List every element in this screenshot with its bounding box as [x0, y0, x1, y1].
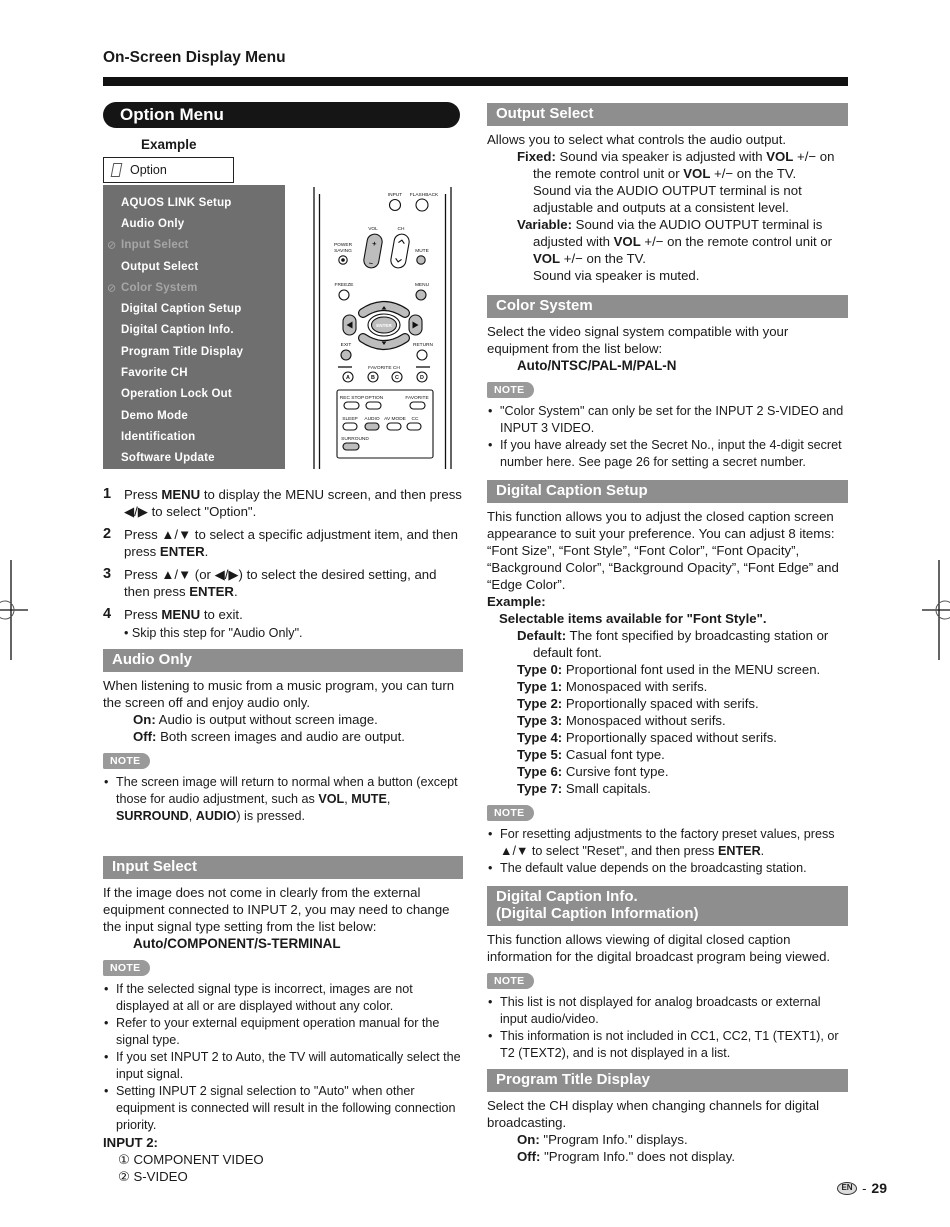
section-header-digital-caption-setup: Digital Caption Setup — [487, 480, 848, 503]
options-line: Auto/COMPONENT/S-TERMINAL — [133, 936, 341, 951]
section-header-digital-caption-info: Digital Caption Info. (Digital Caption Information) — [487, 886, 848, 926]
remote-favorite-label: FAVORITE — [405, 396, 429, 401]
menu-item-audio-only: Audio Only — [121, 217, 185, 230]
menu-item-demo-mode: Demo Mode — [121, 409, 188, 422]
sleep-button — [343, 423, 357, 430]
menu-item-program-title-display: Program Title Display — [121, 345, 244, 358]
menu-example-illustration — [103, 157, 463, 471]
right-column — [487, 86, 848, 1165]
options-line: Auto/NTSC/PAL-M/PAL-N — [517, 358, 677, 373]
menu-item-identification: Identification — [121, 430, 196, 443]
remote-power-saving-label-1: POWER — [333, 243, 353, 248]
definition-line: On: "Program Info." displays. — [517, 1132, 688, 1147]
note-badge: NOTE — [487, 805, 534, 821]
paragraph: Select the CH display when changing channels for digital broadcasting. — [487, 1098, 820, 1130]
option-menu-banner: Option Menu — [103, 102, 460, 128]
menu-item-color-system: ⊘ Color System — [107, 281, 198, 295]
left-column — [103, 86, 463, 1185]
remote-enter-label: ENTER — [376, 323, 392, 328]
rec-stop-button — [344, 402, 359, 409]
title-rule — [103, 77, 848, 86]
audio-button — [365, 423, 379, 430]
definition-line: Type 5: Casual font type. — [517, 747, 665, 762]
option-page-icon — [111, 163, 123, 177]
section-digital-caption-setup — [487, 480, 848, 877]
definition-line: Type 7: Small capitals. — [517, 781, 651, 796]
definition-line: Type 3: Monospaced without serifs. — [517, 713, 726, 728]
mute-button — [417, 256, 425, 264]
svg-text:+: + — [371, 238, 378, 249]
example-label: Example: — [487, 594, 546, 609]
section-header-output-select: Output Select — [487, 103, 848, 126]
note-bullet: • "Color System" can only be set for the INPUT 2 S-VIDEO and INPUT 3 VIDEO. — [487, 403, 848, 437]
remote-sleep-label: SLEEP — [342, 417, 358, 422]
definition-line: Type 4: Proportionally spaced without serifs. — [517, 730, 777, 745]
remote-power-saving-label-2: SAVING — [334, 249, 352, 254]
section-audio-only — [103, 649, 463, 825]
definition-line: On: Audio is output without screen image. — [133, 712, 378, 727]
menu-button — [416, 290, 426, 300]
section-digital-caption-info — [487, 886, 848, 1062]
menu-item-operation-lock-out: Operation Lock Out — [121, 388, 232, 401]
menu-item-digital-caption-info: Digital Caption Info. — [121, 324, 234, 337]
remote-ch-label: CH — [397, 227, 405, 232]
remote-return-label: RETURN — [413, 343, 433, 348]
favorite-button — [410, 402, 425, 409]
input-button — [390, 200, 401, 211]
note-bullet: • If you set INPUT 2 to Auto, the TV will automatically select the input signal. — [103, 1049, 463, 1083]
svg-text:B: B — [371, 375, 375, 381]
definition-line: Type 0: Proportional font used in the MENU screen. — [517, 662, 821, 677]
remote-control-illustration — [310, 187, 455, 469]
svg-text:−: − — [367, 258, 374, 269]
note-badge: NOTE — [103, 960, 150, 976]
section-header-input-select: Input Select — [103, 856, 463, 879]
remote-freeze-label: FREEZE — [334, 283, 354, 288]
footer-separator: - — [862, 1180, 867, 1196]
definition-line: Off: Both screen images and audio are output. — [133, 729, 405, 744]
menu-item-aquos-link-setup: AQUOS LINK Setup — [121, 196, 232, 209]
freeze-button — [339, 290, 349, 300]
registration-mark-left — [0, 560, 30, 660]
menu-item-digital-caption-setup: Digital Caption Setup — [121, 303, 242, 316]
vol-rocker — [363, 233, 384, 269]
prohibited-icon: ⊘ — [107, 282, 117, 295]
paragraph: Allows you to select what controls the audio output. — [487, 132, 787, 147]
section-input-select — [103, 856, 463, 1185]
exit-button — [341, 350, 351, 360]
step-1: 1 Press MENU to display the MENU screen, and then press ◀/▶ to select "Option". — [103, 486, 462, 519]
input2-label: INPUT 2: — [103, 1135, 158, 1150]
definition-line: Variable: Sound via the AUDIO OUTPUT terminal is adjusted with VOL +/− on the remote control unit or VOL +/− on the TV. Sound via speaker is muted. — [517, 217, 833, 283]
note-bullet: • The screen image will return to normal when a button (except those for audio adjustment, such as VOL, MUTE, SURROUND, AUDIO) is pressed. — [103, 774, 463, 825]
note-badge: NOTE — [103, 753, 150, 769]
paragraph: If the image does not come in clearly from the external equipment connected to INPUT 2, you may need to change the input signal type setting from the list below: — [103, 885, 450, 934]
remote-vol-label: VOL — [368, 227, 378, 232]
note-bullet: • The default value depends on the broadcasting station. — [487, 860, 848, 877]
remote-audio-label: AUDIO — [364, 417, 380, 422]
remote-menu-label: MENU — [414, 283, 430, 288]
definition-line: Fixed: Sound via speaker is adjusted with VOL +/− on the remote control unit or VOL +/− on the TV. Sound via the AUDIO OUTPUT terminal is not adjustable and outputs at a consistent level. — [517, 149, 835, 215]
remote-option-label: OPTION — [364, 396, 384, 401]
flashback-button — [416, 199, 428, 211]
menu-item-input-select: ⊘ Input Select — [107, 239, 189, 252]
example-label: Example — [141, 137, 197, 152]
definition-line: Type 2: Proportionally spaced with serifs. — [517, 696, 759, 711]
note-bullet: • If the selected signal type is incorrect, images are not displayed at all or are displayed without any color. — [103, 981, 463, 1015]
paragraph: Select the video signal system compatible with your equipment from the list below: — [487, 324, 789, 356]
option-tab — [103, 157, 234, 183]
note-bullet: • If you have already set the Secret No., input the 4-digit secret number here. See page 26 for setting a secret number. — [487, 437, 848, 471]
section-output-select — [487, 103, 848, 284]
page-number: 29 — [871, 1180, 887, 1196]
language-badge: EN — [837, 1182, 857, 1195]
svg-text:C: C — [395, 375, 399, 381]
selectable-items-line: Selectable items available for "Font Style". — [499, 611, 767, 626]
return-button — [417, 350, 427, 360]
ch-rocker — [390, 233, 411, 269]
menu-item-favorite-ch: Favorite CH — [121, 367, 188, 380]
av-mode-button — [387, 423, 401, 430]
prohibited-icon: ⊘ — [107, 239, 117, 252]
section-header-program-title-display: Program Title Display — [487, 1069, 848, 1092]
remote-exit-label: EXIT — [340, 343, 352, 348]
remote-input-label: INPUT — [387, 193, 403, 198]
step-3: 3 Press ▲/▼ (or ◀/▶) to select the desired setting, and then press ENTER. — [103, 566, 437, 599]
surround-button — [343, 443, 359, 450]
note-badge: NOTE — [487, 382, 534, 398]
section-program-title-display — [487, 1069, 848, 1165]
page-title: On-Screen Display Menu — [103, 49, 286, 66]
svg-text:A: A — [346, 375, 350, 381]
definition-line: Type 6: Cursive font type. — [517, 764, 669, 779]
cc-button — [407, 423, 421, 430]
input2-priority-item: ② S-VIDEO — [118, 1169, 188, 1184]
option-menu-list — [103, 185, 285, 469]
note-bullet: • This information is not included in CC1, CC2, T1 (TEXT1), or T2 (TEXT2), and is not displayed in a list. — [487, 1028, 848, 1062]
note-badge: NOTE — [487, 973, 534, 989]
step-4: 4 Press MENU to exit. • Skip this step for "Audio Only". — [103, 606, 463, 642]
input2-priority-item: ① COMPONENT VIDEO — [118, 1152, 264, 1167]
definition-line: Type 1: Monospaced with serifs. — [517, 679, 708, 694]
paragraph: This function allows viewing of digital closed caption information for the digital broadcast program being viewed. — [487, 932, 831, 964]
remote-favorite-ch-label: FAVORITE CH — [368, 366, 400, 371]
note-bullet: • Refer to your external equipment operation manual for the signal type. — [103, 1015, 463, 1049]
page-footer — [837, 1180, 887, 1196]
note-bullet: • This list is not displayed for analog broadcasts or external input audio/video. — [487, 994, 848, 1028]
menu-item-software-update: Software Update — [121, 452, 215, 465]
menu-item-output-select: Output Select — [121, 260, 199, 273]
definition-line: Off: "Program Info." does not display. — [517, 1149, 736, 1164]
registration-mark-right — [920, 560, 950, 660]
section-header-audio-only: Audio Only — [103, 649, 463, 672]
section-header-color-system: Color System — [487, 295, 848, 318]
paragraph: This function allows you to adjust the closed caption screen appearance to suit your preference. You can adjust 8 items: “Font Size”, “Font Style”, “Font Color”, “Font Opacity”, “Background Color”, “Background Opacity”, “Font Edge” and “Edge Color”. — [487, 509, 839, 592]
paragraph: When listening to music from a music program, you can turn the screen off and enjoy audio only. — [103, 678, 455, 710]
note-bullet: • For resetting adjustments to the factory preset values, press ▲/▼ to select "Reset", and then press ENTER. — [487, 826, 848, 860]
definition-line: Default: The font specified by broadcasting station or default font. — [517, 628, 829, 660]
instruction-steps — [103, 486, 463, 642]
svg-text:D: D — [420, 375, 424, 381]
remote-flashback-label: FLASHBACK — [409, 193, 439, 198]
remote-av-mode-label: AV MODE — [384, 417, 406, 422]
remote-rec-stop-label: REC STOP — [339, 396, 365, 401]
step-2: 2 Press ▲/▼ to select a specific adjustment item, and then press ENTER. — [103, 526, 458, 559]
remote-cc-label: CC — [411, 417, 419, 422]
option-button — [366, 402, 381, 409]
note-bullet: • Setting INPUT 2 signal selection to "Auto" when other equipment is connected will result in the following connection priority. — [103, 1083, 463, 1134]
step-sub-bullet: • Skip this step for "Audio Only". — [124, 626, 303, 640]
section-color-system — [487, 295, 848, 471]
remote-mute-label: MUTE — [415, 249, 429, 254]
remote-surround-label: SURROUND — [341, 437, 369, 442]
option-tab-label: Option — [130, 163, 167, 177]
